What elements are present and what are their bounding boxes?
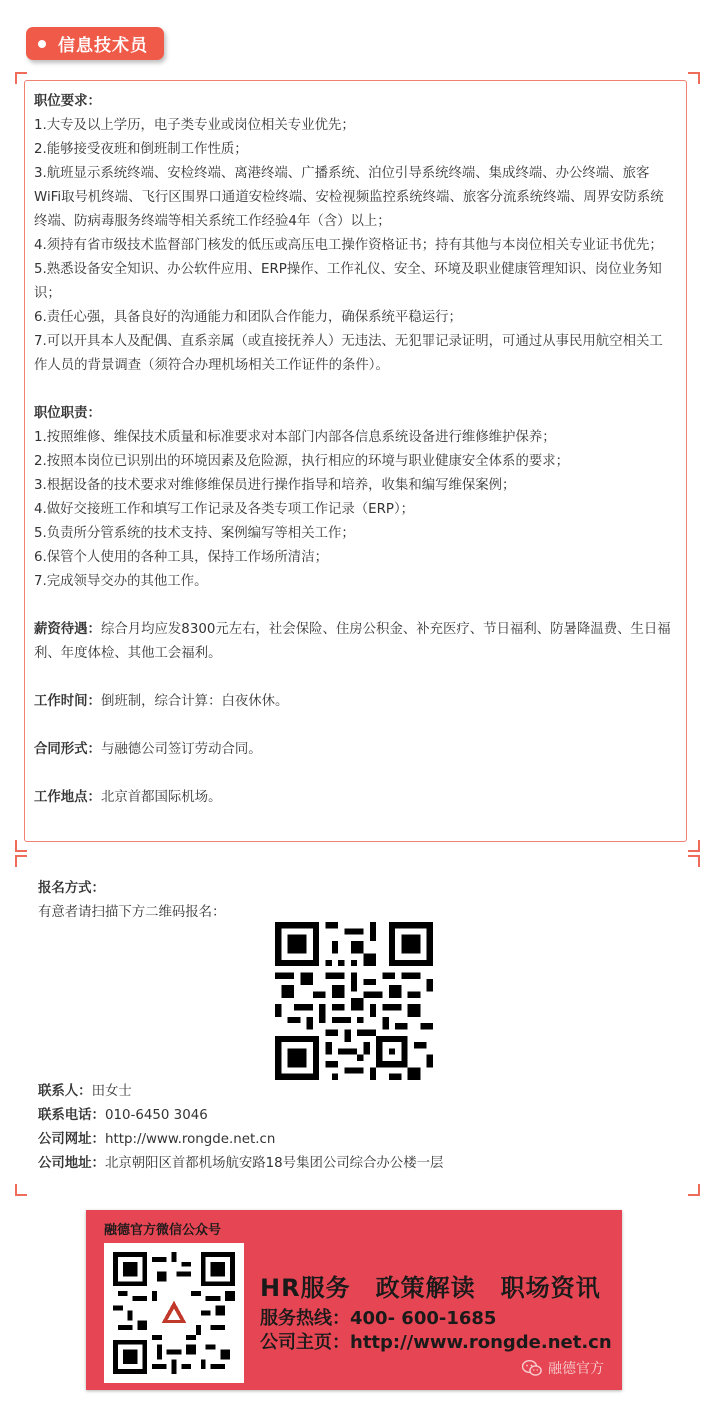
contact-address-label: 公司地址： — [38, 1156, 105, 1171]
requirement-item: 2.能够接受夜班和倒班制工作性质； — [34, 142, 248, 157]
wechat-icon — [522, 1360, 542, 1377]
work-time-label: 工作时间： — [34, 694, 101, 709]
corner-ornament-icon — [688, 1184, 700, 1196]
corner-ornament-icon — [688, 840, 700, 852]
contract-value: 与融德公司签订劳动合同。 — [100, 742, 262, 757]
duty-item: 3.根据设备的技术要求对维修维保员进行操作指导和培养，收集和编写维保案例； — [34, 478, 516, 493]
banner-homepage: 公司主页：http://www.rongde.net.cn — [260, 1332, 612, 1353]
contact-phone-value[interactable]: 010-6450 3046 — [104, 1108, 208, 1123]
contact-person-row — [38, 1080, 678, 1104]
duties-heading: 职位职责： — [34, 406, 101, 421]
wechat-account-name: 融德官方 — [548, 1361, 604, 1377]
signup-qr-code-icon[interactable] — [275, 922, 433, 1080]
rongde-logo-icon — [157, 1296, 191, 1330]
duty-item: 7.完成领导交办的其他工作。 — [34, 574, 208, 589]
contact-person-value: 田女士 — [91, 1084, 132, 1099]
banner-slogan: HR服务 政策解读 职场资讯 — [260, 1274, 601, 1302]
duty-item: 4.做好交接班工作和填写工作记录及各类专项工作记录（ERP）； — [34, 502, 415, 517]
contract-row — [34, 738, 674, 762]
contact-website-link[interactable]: http://www.rongde.net.cn — [104, 1132, 276, 1147]
section-tag-label: 信息技术员 — [58, 36, 148, 56]
banner-hotline: 服务热线：400- 600-1685 — [260, 1308, 497, 1329]
contact-website-label: 公司网址： — [38, 1132, 105, 1147]
work-time-row — [34, 690, 674, 714]
contact-website-row — [38, 1128, 678, 1152]
requirement-item: 3.航班显示系统终端、安检终端、离港终端、广播系统、泊位引导系统终端、集成终端、办公终端、旅客WiFi取号机终端、飞行区围界口通道安检终端、安检视频监控系统终端、旅客分流系统终端、周界安防系统终端、防病毒服务终端等相关系统工作经验4年（含）以上； — [34, 166, 664, 229]
requirement-item: 4.须持有省市级技术监督部门核发的低压或高压电工操作资格证书；持有其他与本岗位相关专业证书优先； — [34, 238, 663, 253]
wechat-qr-code-icon[interactable] — [113, 1252, 235, 1374]
duty-item: 5.负责所分管系统的技术支持、案例编写等相关工作； — [34, 526, 355, 541]
location-row — [34, 786, 674, 810]
job-description — [34, 90, 674, 810]
contact-person-label: 联系人： — [38, 1084, 92, 1099]
signup-text: 有意者请扫描下方二维码报名： — [38, 905, 226, 920]
signup-heading: 报名方式： — [38, 881, 105, 896]
signup-section — [38, 877, 678, 925]
requirement-item: 5.熟悉设备安全知识、办公软件应用、ERP操作、工作礼仪、安全、环境及职业健康管理知识、岗位业务知识； — [34, 262, 662, 301]
salary-label: 薪资待遇： — [34, 622, 101, 637]
contact-phone-row — [38, 1104, 678, 1128]
contract-label: 合同形式： — [34, 742, 101, 757]
contact-address-value: 北京朝阳区首都机场航安路18号集团公司综合办公楼一层 — [104, 1156, 444, 1171]
duty-item: 2.按照本岗位已识别出的环境因素及危险源，执行相应的环境与职业健康安全体系的要求； — [34, 454, 570, 469]
banner-qr-frame — [104, 1243, 244, 1383]
salary-value: 综合月均应发8300元左右，社会保险、住房公积金、补充医疗、节日福利、防暑降温费、生日福利、年度体检、其他工会福利。 — [34, 622, 671, 661]
location-value: 北京首都国际机场。 — [100, 790, 222, 805]
banner-header: 融德官方微信公众号 — [104, 1223, 222, 1238]
salary-row — [34, 618, 674, 666]
corner-ornament-icon — [15, 855, 27, 867]
contact-phone-label: 联系电话： — [38, 1108, 105, 1123]
requirements-heading: 职位要求： — [34, 94, 101, 109]
contact-section — [38, 1080, 678, 1176]
requirement-item: 7.可以开具本人及配偶、直系亲属（或直接抚养人）无违法、无犯罪记录证明，可通过从事民用航空相关工作人员的背景调查（须符合办理机场相关工作证件的条件）。 — [34, 334, 663, 373]
bullet-dot-icon — [38, 40, 46, 48]
section-tag — [26, 27, 164, 60]
contact-address-row — [38, 1152, 678, 1176]
location-label: 工作地点： — [34, 790, 101, 805]
wechat-account — [522, 1358, 604, 1378]
corner-ornament-icon — [15, 1184, 27, 1196]
duty-item: 6.保管个人使用的各种工具，保持工作场所清洁； — [34, 550, 328, 565]
corner-ornament-icon — [688, 855, 700, 867]
wechat-banner — [86, 1210, 622, 1390]
duty-item: 1.按照维修、维保技术质量和标准要求对本部门内部各信息系统设备进行维修维护保养； — [34, 430, 556, 445]
work-time-value: 倒班制，综合计算：白夜休休。 — [100, 694, 289, 709]
requirement-item: 6.责任心强，具备良好的沟通能力和团队合作能力，确保系统平稳运行； — [34, 310, 462, 325]
requirement-item: 1.大专及以上学历，电子类专业或岗位相关专业优先； — [34, 118, 355, 133]
corner-ornament-icon — [15, 72, 27, 84]
corner-ornament-icon — [15, 840, 27, 852]
corner-ornament-icon — [688, 72, 700, 84]
